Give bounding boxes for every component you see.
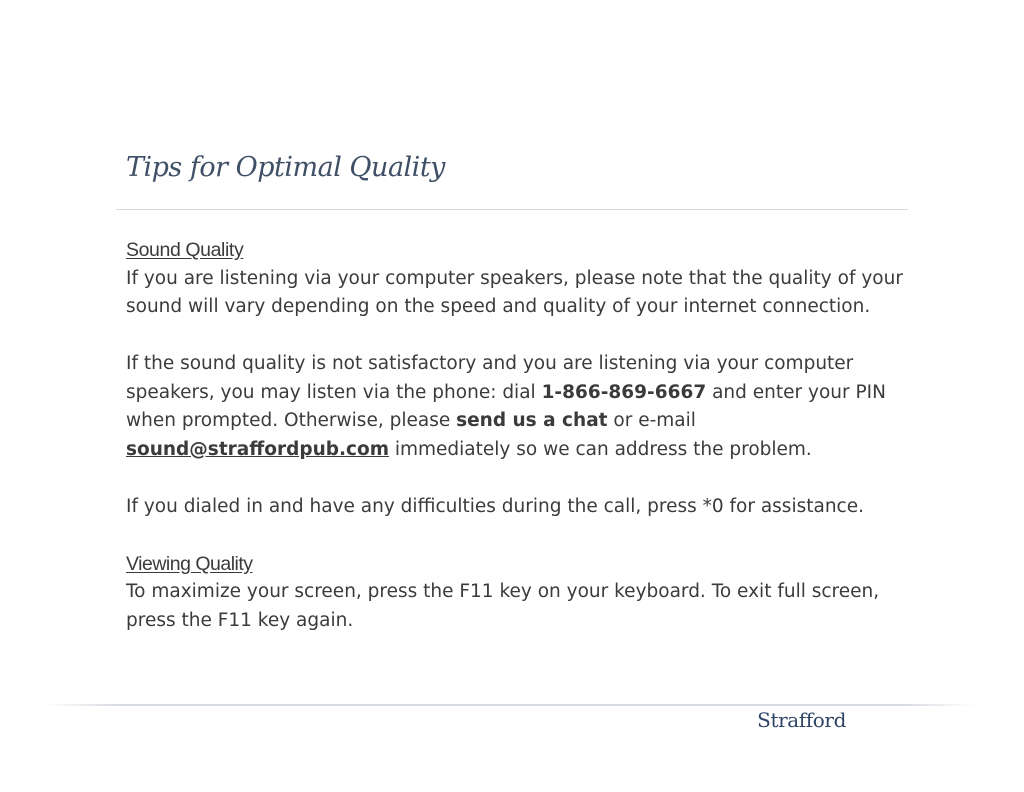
paragraph-2-text-3: or e-mail [607,410,696,431]
paragraph-2-text-4: immediately so we can address the problem. [388,438,812,460]
strafford-logo: Strafford [757,708,846,732]
viewing-quality-paragraph: To maximize your screen, press the F11 key on your keyboard. To exit full screen, press the F11 key again. [126,581,880,631]
footer-divider [44,704,976,706]
sound-quality-heading: Sound Quality [126,239,244,261]
send-chat-link[interactable]: send us a chat [456,410,608,431]
slide-content [126,236,916,664]
sound-quality-paragraph-1: If you are listening via your computer speakers, please note that the quality of your sound will vary depending on the speed and quality of your internet connection. [126,267,903,317]
paragraph-2-text-2: and enter your PIN when prompted. Otherwise, please [126,381,886,431]
sound-quality-paragraph-3: If you dialed in and have any difficulties during the call, press *0 for assistance. [126,495,864,517]
support-email-link[interactable]: sound@straffordpub.com [126,438,389,460]
sound-quality-paragraph-2 [126,350,916,464]
title-divider [116,209,908,210]
slide-title: Tips for Optimal Quality [126,152,445,183]
phone-number: 1-866-869-6667 [541,381,707,403]
sound-quality-section [126,236,916,322]
paragraph-2-text-1: If the sound quality is not satisfactory and you are listening via your computer speakers, you may listen via the phone: dial [126,353,854,403]
viewing-quality-section [126,550,916,636]
viewing-quality-heading: Viewing Quality [126,552,253,575]
